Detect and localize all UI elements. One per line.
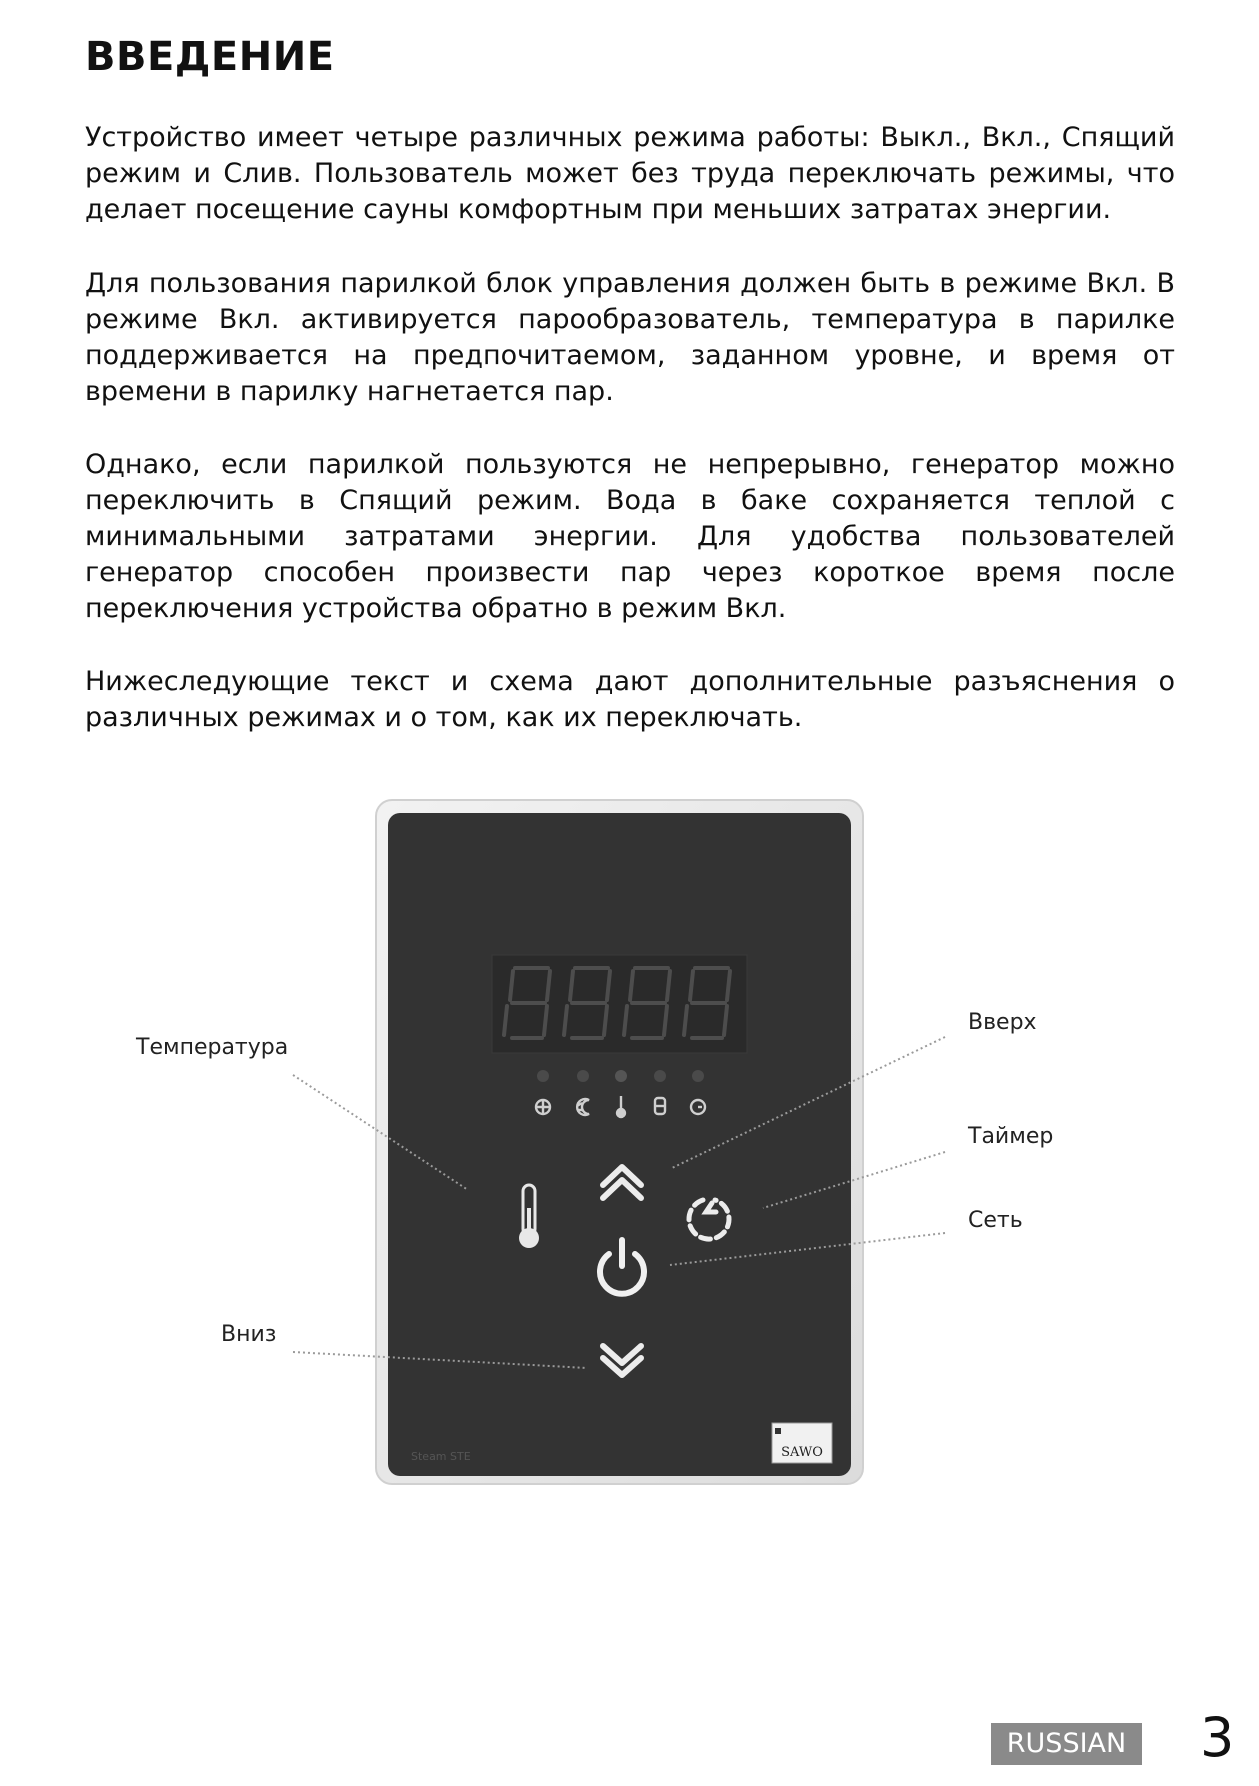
label-temperature: Температура <box>136 1035 289 1060</box>
intro-paragraph-3: Однако, если парилкой пользуются не непрерывно, генератор можно переключить в Спящий режим. Вода в баке сохраняется теплой с минимальными затратами энергии. Для удобства пользователей генератор способен произвести пар через короткое время после переключения устройства обратно в режим Вкл. <box>85 449 1175 624</box>
intro-paragraph-4: Нижеследующие текст и схема дают дополнительные разъяснения о различных режимах и о том, как их переключать. <box>85 666 1175 733</box>
label-network: Сеть <box>968 1208 1023 1233</box>
brand-text: SAWO <box>781 1445 823 1460</box>
language-badge: RUSSIAN <box>991 1723 1142 1765</box>
brand-logo <box>772 1423 832 1463</box>
intro-paragraph-2: Для пользования парилкой блок управления должен быть в режиме Вкл. В режиме Вкл. активируется парообразователь, температура в парилке поддерживается на предпочитаемом, заданном уровне, и время от времени в парилку нагнетается пар. <box>85 268 1175 407</box>
model-text: Steam STE <box>411 1450 471 1463</box>
indicator-led-5 <box>692 1070 704 1082</box>
intro-paragraph-1: Устройство имеет четыре различных режима работы: Выкл., Вкл., Спящий режим и Слив. Пользователь может без труда переключать режимы, что делает посещение сауны комфортным при меньших затратах энергии. <box>85 122 1175 225</box>
page-number: 3 <box>1200 1706 1235 1769</box>
indicator-led-1 <box>537 1070 549 1082</box>
steam-generator-icon <box>536 1100 550 1114</box>
label-down: Вниз <box>221 1322 277 1347</box>
indicator-led-4 <box>654 1070 666 1082</box>
page-title: ВВЕДЕНИЕ <box>85 34 335 80</box>
indicator-led-2 <box>577 1070 589 1082</box>
indicator-led-3 <box>615 1070 627 1082</box>
label-timer: Таймер <box>968 1124 1054 1149</box>
label-up: Вверх <box>968 1010 1037 1035</box>
